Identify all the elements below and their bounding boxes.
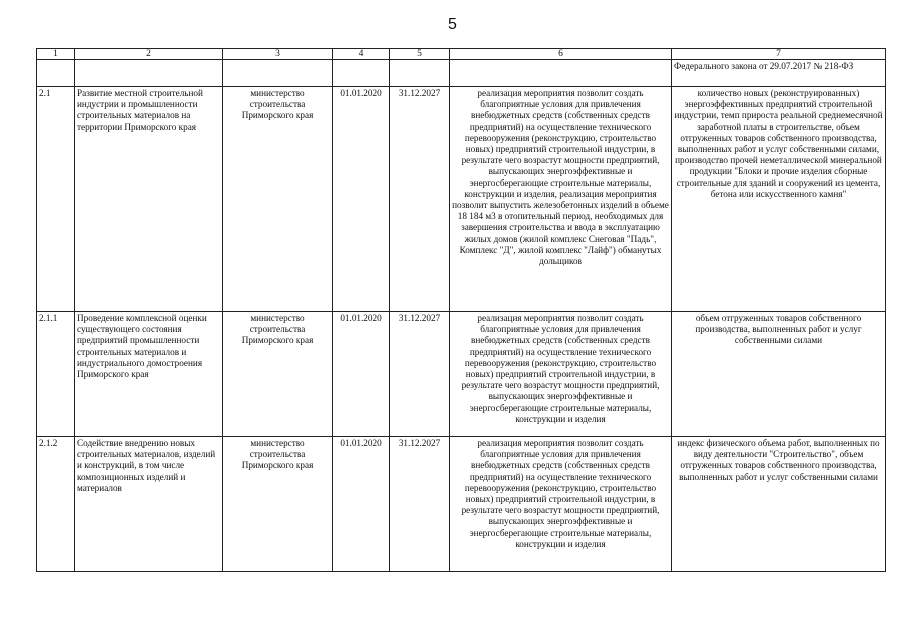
column-header-3: 3 <box>223 49 333 60</box>
executor: министерство строительства Приморского края <box>223 312 333 437</box>
column-header-6: 6 <box>450 49 672 60</box>
end-date: 31.12.2027 <box>390 437 450 572</box>
column-header-7: 7 <box>672 49 886 60</box>
row-number: 2.1.1 <box>37 312 75 437</box>
executor: министерство строительства Приморского края <box>223 87 333 312</box>
table-row <box>37 437 886 572</box>
expected-result: реализация мероприятия позволит создать благоприятные условия для привлечения внебюджетных средств (собственных средств предприятий) на осуществление технического перевооружения (реконструкцию, строительство новых) предприятий строительной индустрии, в результате чего возрастут мощности предприятий, выпускающих энергоэффективные и энергосберегающие строительные материалы, конструкции и изделия <box>450 437 672 572</box>
column-header-5: 5 <box>390 49 450 60</box>
end-date: 31.12.2027 <box>390 312 450 437</box>
expected-result: реализация мероприятия позволит создать благоприятные условия для привлечения внебюджетных средств (собственных средств предприятий) на осуществление технического перевооружения (реконструкцию, строительство новых) предприятий строительной индустрии, в результате чего возрастут мощности предприятий, выпускающих энергоэффективные и энергосберегающие строительные материалы, конструкции и изделия <box>450 312 672 437</box>
expected-result: реализация мероприятия позволит создать благоприятные условия для привлечения внебюджетных средств (собственных средств предприятий) на осуществление технического перевооружения (реконструкцию, строительство новых) предприятий строительной индустрии, в результате чего возрастут мощности предприятий, выпускающих энергоэффективные и энергосберегающие строительные материалы, конструкции и изделия, реализация мероприятия позволит выпустить железобетонных изделий в объеме 18 184 м3 в отопительный период, необходимых для завершения строительства и ввода в эксплуатацию жилых домов (жилой комплекс Снеговая "Падь", Комплекс "Д", жилой комплекс "Лайф") обманутых дольщиков <box>450 87 672 312</box>
start-date: 01.01.2020 <box>333 312 390 437</box>
column-header-row <box>37 49 886 60</box>
column-header-2: 2 <box>75 49 223 60</box>
page-number: 5 <box>448 16 457 33</box>
row-number: 2.1.2 <box>37 437 75 572</box>
end-date: 31.12.2027 <box>390 87 450 312</box>
table-row <box>37 87 886 312</box>
measure-name: Проведение комплексной оценки существующего состояния предприятий промышленности строительных материалов и индустриального домостроения Приморского края <box>75 312 223 437</box>
indicator: объем отгруженных товаров собственного производства, выполненных работ и услуг собственными силами <box>672 312 886 437</box>
start-date: 01.01.2020 <box>333 87 390 312</box>
table-row <box>37 312 886 437</box>
indicator: индекс физического объема работ, выполненных по виду деятельности "Строительство", объем отгруженных товаров собственного производства, выполненных работ и услуг собственными силами <box>672 437 886 572</box>
measure-name: Развитие местной строительной индустрии и промышленности строительных материалов на территории Приморского края <box>75 87 223 312</box>
column-header-4: 4 <box>333 49 390 60</box>
column-header-1: 1 <box>37 49 75 60</box>
measures-table <box>36 48 886 572</box>
indicator: количество новых (реконструированных) энергоэффективных предприятий строительной индустрии, темп прироста реальной среднемесячной заработной платы в строительстве, объем отгруженных товаров собственного производства, выполненных работ и услуг собственными силами, производство прочей неметаллической минеральной продукции "Блоки и прочие изделия сборные строительные для зданий и сооружений из цемента, бетона или искусственного камня" <box>672 87 886 312</box>
row-number: 2.1 <box>37 87 75 312</box>
start-date: 01.01.2020 <box>333 437 390 572</box>
measure-name: Содействие внедрению новых строительных материалов, изделий и конструкций, в том числе композиционных изделий и материалов <box>75 437 223 572</box>
continuation-text: Федерального закона от 29.07.2017 № 218-ФЗ <box>672 60 886 87</box>
continuation-row <box>37 60 886 87</box>
executor: министерство строительства Приморского края <box>223 437 333 572</box>
